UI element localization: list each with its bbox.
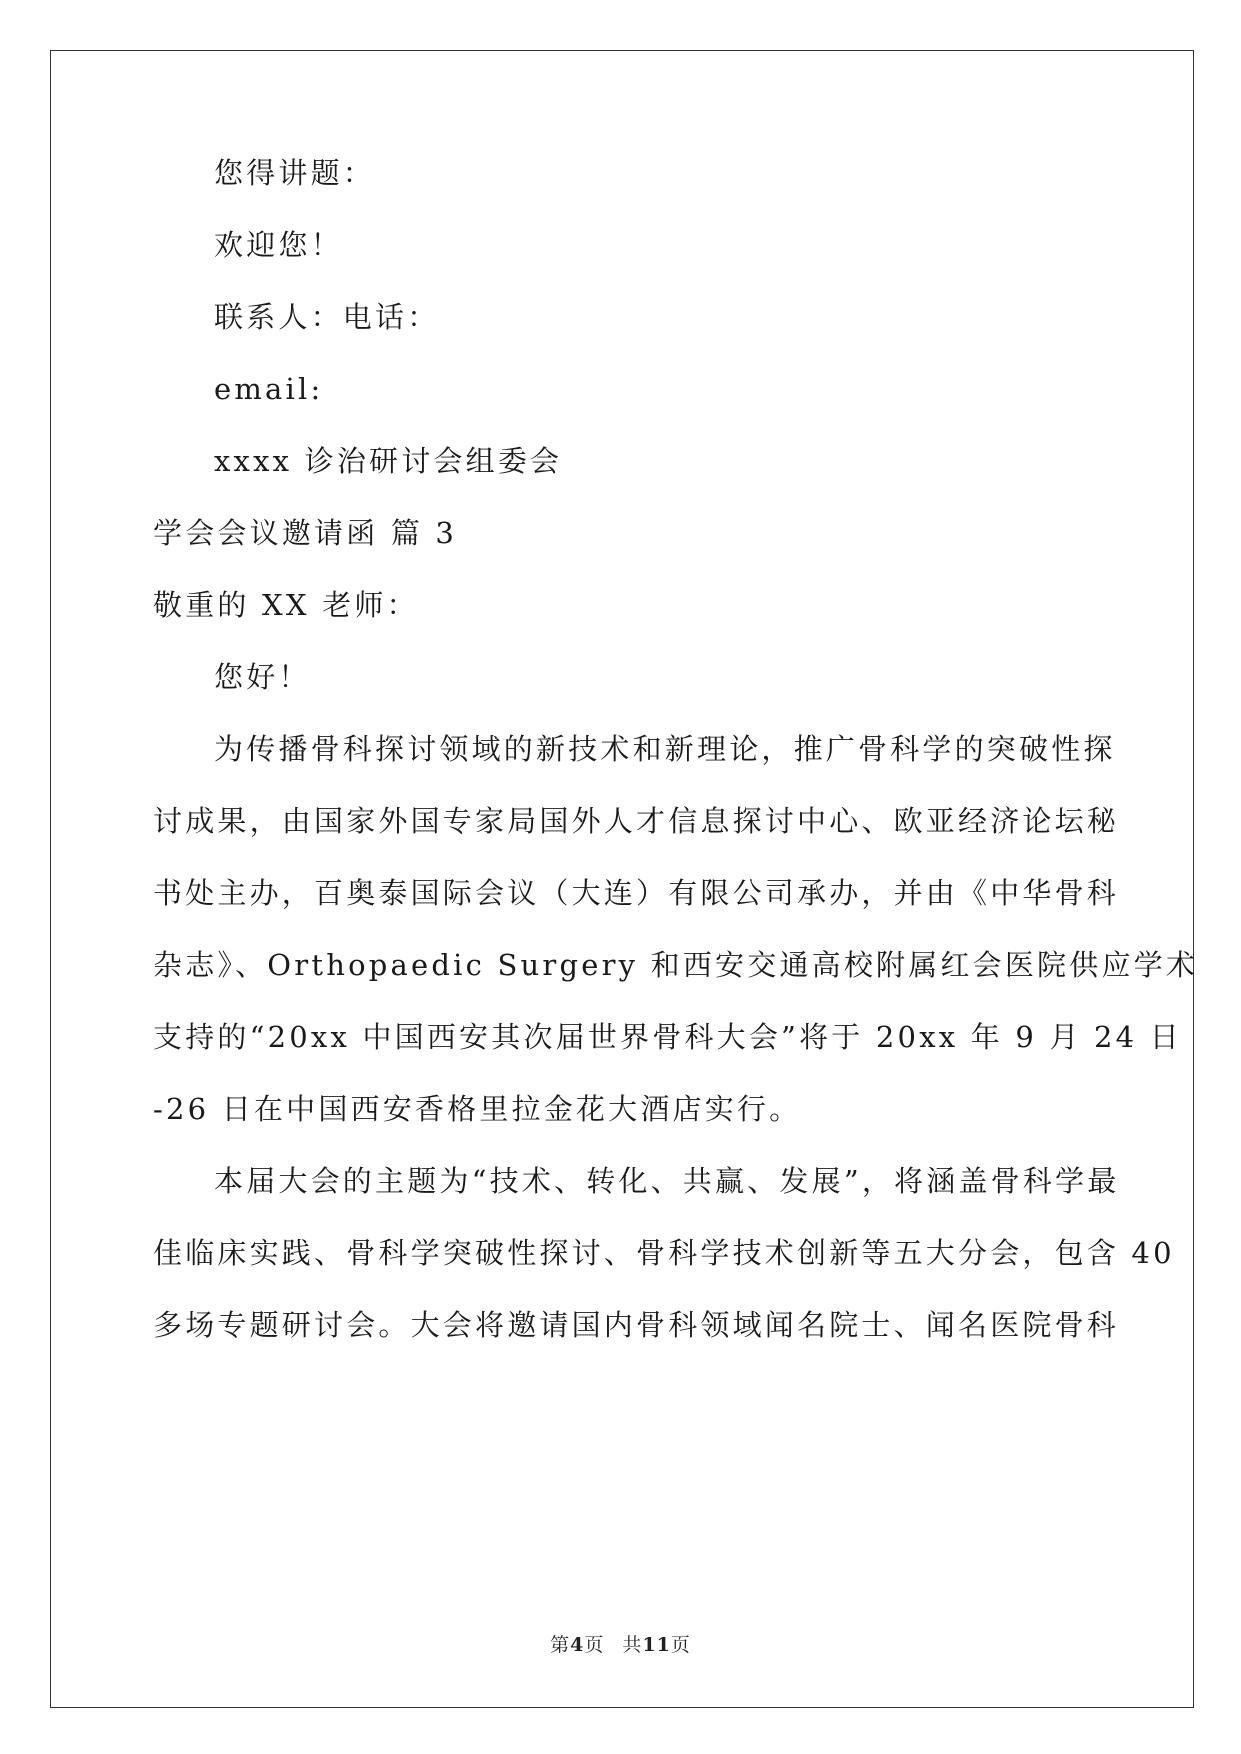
paragraph-1-line-2: 讨成果，由国家外国专家局国外人才信息探讨中心、欧亚经济论坛秘	[153, 804, 1120, 838]
page-prefix: 第	[550, 1634, 571, 1656]
speech-topic-line: 您得讲题：	[214, 156, 376, 190]
salutation: 敬重的 XX 老师：	[153, 588, 419, 622]
paragraph-2-line-2: 佳临床实践、骨科学突破性探讨、骨科学技术创新等五大分会，包含 40	[153, 1236, 1175, 1270]
total-page-count: 11	[642, 1634, 671, 1656]
section-heading: 学会会议邀请函 篇 3	[153, 516, 458, 550]
organizer-line: xxxx 诊治研讨会组委会	[214, 444, 563, 478]
paragraph-1-line-4: 杂志》、Orthopaedic Surgery 和西安交通高校附属红会医院供应学术	[153, 948, 1199, 982]
total-unit: 页	[670, 1634, 691, 1656]
paragraph-1-line-1: 为传播骨科探讨领域的新技术和新理论，推广骨科学的突破性探	[214, 732, 1116, 766]
paragraph-1-line-6: -26 日在中国西安香格里拉金花大酒店实行。	[153, 1092, 802, 1126]
paragraph-2-line-1: 本届大会的主题为“技术、转化、共赢、发展”，将涵盖骨科学最	[214, 1164, 1120, 1198]
page-footer	[0, 1630, 1241, 1657]
paragraph-1-line-3: 书处主办，百奥泰国际会议（大连）有限公司承办，并由《中华骨科	[153, 876, 1120, 910]
email-line: email:	[214, 372, 324, 406]
paragraph-1-line-5: 支持的“20xx 中国西安其次届世界骨科大会”将于 20xx 年 9 月 24 日	[153, 1020, 1182, 1054]
welcome-line: 欢迎您！	[214, 228, 343, 262]
current-page-number: 4	[570, 1634, 585, 1656]
total-prefix: 共	[622, 1634, 643, 1656]
paragraph-2-line-3: 多场专题研讨会。大会将邀请国内骨科领域闻名院士、闻名医院骨科	[153, 1308, 1120, 1342]
page-unit: 页	[584, 1634, 605, 1656]
greeting: 您好！	[214, 660, 311, 694]
contact-line: 联系人：电话：	[214, 300, 440, 334]
